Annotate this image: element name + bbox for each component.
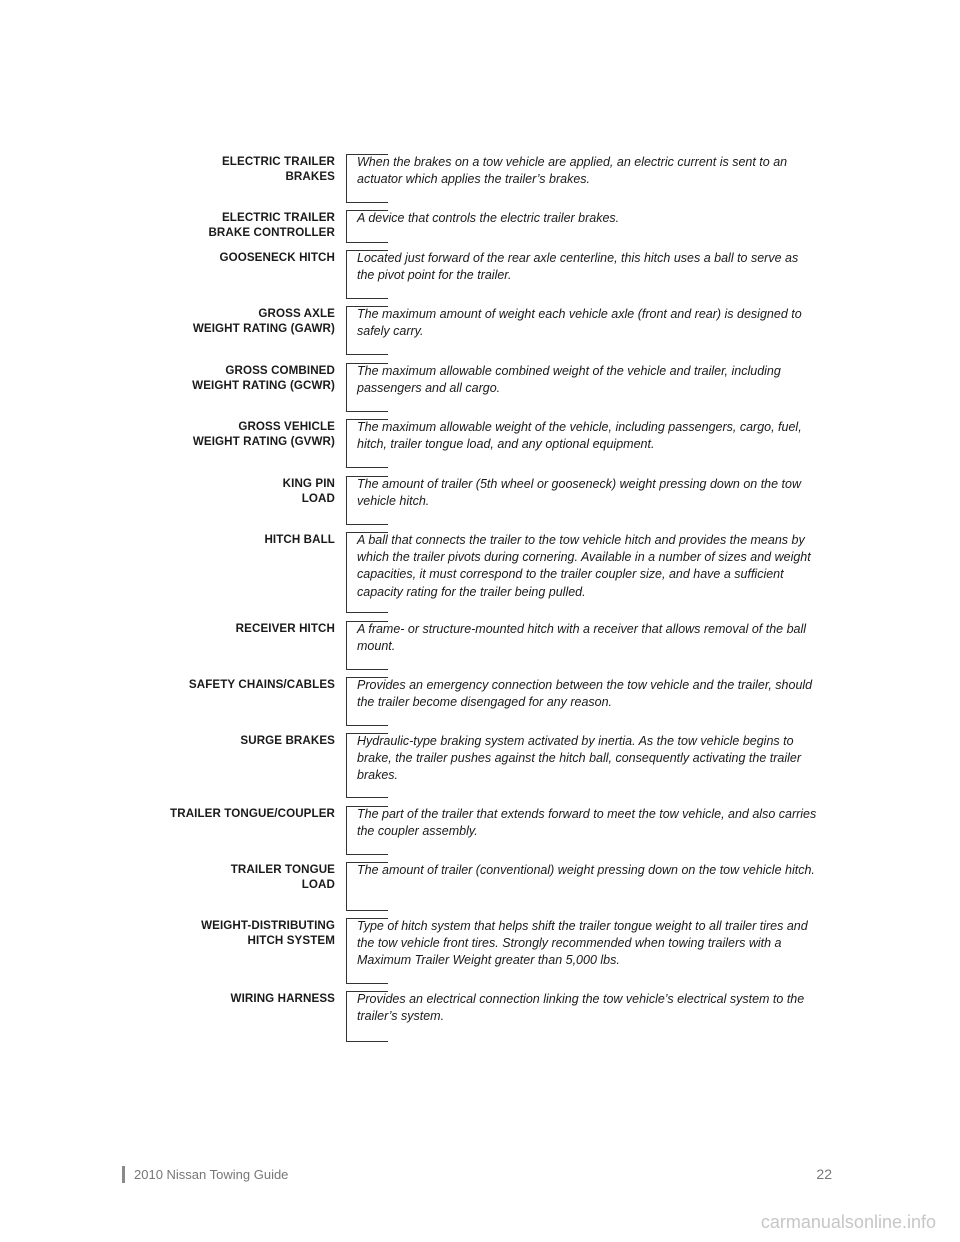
glossary-definition: The maximum allowable weight of the vehicle, including passengers, cargo, fuel, hitch, trailer tongue load, and any optional equipment. xyxy=(357,420,802,452)
glossary-definition: A device that controls the electric trailer brakes. xyxy=(357,211,620,225)
glossary-definition: Type of hitch system that helps shift the trailer tongue weight to all trailer tires and the tow vehicle front tires. Strongly recommended when towing trailers with a Maximum Trailer Weight greater than 5,000 lbs. xyxy=(357,919,808,968)
entry-bottom-rule xyxy=(346,797,388,798)
watermark: carmanualsonline.info xyxy=(760,1212,936,1232)
entry-bracket xyxy=(346,363,347,411)
glossary-definition: The amount of trailer (conventional) weight pressing down on the tow vehicle hitch. xyxy=(357,863,815,877)
glossary-definition: The part of the trailer that extends forward to meet the tow vehicle, and also carries the coupler assembly. xyxy=(357,807,817,839)
glossary-term: SAFETY CHAINS/CABLES xyxy=(188,678,335,691)
entry-bracket xyxy=(346,806,347,854)
entry-bottom-rule xyxy=(346,725,388,726)
entry-bracket xyxy=(346,677,347,725)
glossary-term: SURGE BRAKES xyxy=(240,734,335,747)
footer-accent-bar xyxy=(122,1166,125,1183)
glossary-term: WIRING HARNESS xyxy=(230,992,335,1005)
entry-bracket xyxy=(346,991,347,1041)
entry-bottom-rule xyxy=(346,467,388,468)
glossary-term: TRAILER TONGUE/COUPLER xyxy=(170,807,335,820)
entry-bracket xyxy=(346,419,347,467)
entry-bottom-rule xyxy=(346,669,388,670)
glossary-definition: The amount of trailer (5th wheel or gooseneck) weight pressing down on the tow vehicle hitch. xyxy=(357,477,801,509)
entry-bottom-rule xyxy=(346,411,388,412)
glossary-definition: The maximum allowable combined weight of the vehicle and trailer, including passengers and all cargo. xyxy=(357,364,781,396)
glossary-term: KING PIN LOAD xyxy=(282,477,335,505)
glossary-term: GROSS AXLE WEIGHT RATING (GAWR) xyxy=(192,307,335,335)
glossary-definition: Provides an emergency connection between the tow vehicle and the trailer, should the trailer become disengaged for any reason. xyxy=(357,678,813,710)
entry-bracket xyxy=(346,918,347,983)
entry-bracket xyxy=(346,532,347,612)
glossary-term: GROSS COMBINED WEIGHT RATING (GCWR) xyxy=(192,364,335,392)
glossary-definition: When the brakes on a tow vehicle are applied, an electric current is sent to an actuator which applies the trailer’s brakes. xyxy=(357,155,788,187)
entry-bracket xyxy=(346,306,347,354)
entry-bracket xyxy=(346,621,347,669)
glossary-definition: Provides an electrical connection linking the tow vehicle’s electrical system to the trailer’s system. xyxy=(357,992,805,1024)
entry-bottom-rule xyxy=(346,1041,388,1042)
glossary-definition: The maximum amount of weight each vehicle axle (front and rear) is designed to safely carry. xyxy=(357,307,802,339)
glossary-term: GROSS VEHICLE WEIGHT RATING (GVWR) xyxy=(192,420,335,448)
entry-bottom-rule xyxy=(346,854,388,855)
glossary-term: GOOSENECK HITCH xyxy=(219,251,335,264)
glossary-term: ELECTRIC TRAILER BRAKES xyxy=(221,155,335,183)
glossary-term: HITCH BALL xyxy=(264,533,335,546)
entry-bracket xyxy=(346,862,347,910)
glossary-definition: Located just forward of the rear axle centerline, this hitch uses a ball to serve as the pivot point for the trailer. xyxy=(357,251,799,283)
entry-bracket xyxy=(346,250,347,298)
entry-bottom-rule xyxy=(346,612,388,613)
entry-bracket xyxy=(346,154,347,202)
entry-bottom-rule xyxy=(346,298,388,299)
entry-bottom-rule xyxy=(346,354,388,355)
entry-bottom-rule xyxy=(346,983,388,984)
entry-bracket xyxy=(346,210,347,242)
page-number: 22 xyxy=(816,1166,832,1182)
glossary-definition: A ball that connects the trailer to the tow vehicle hitch and provides the means by which the trailer pivots during cornering. Available in a number of sizes and weight capacities, it must correspond to the trailer coupler size, and have a sufficient capacity rating for the trailer being pulled. xyxy=(357,533,811,599)
glossary-term: TRAILER TONGUE LOAD xyxy=(230,863,335,891)
glossary-definition: Hydraulic-type braking system activated by inertia. As the tow vehicle begins to brake, the trailer pushes against the hitch ball, consequently activating the trailer brakes. xyxy=(357,734,802,783)
glossary-definition: A frame- or structure-mounted hitch with a receiver that allows removal of the ball mount. xyxy=(357,622,807,654)
glossary-term: ELECTRIC TRAILER BRAKE CONTROLLER xyxy=(208,211,335,239)
entry-bottom-rule xyxy=(346,202,388,203)
entry-bracket xyxy=(346,476,347,524)
glossary-term: RECEIVER HITCH xyxy=(235,622,335,635)
entry-bottom-rule xyxy=(346,524,388,525)
entry-bottom-rule xyxy=(346,910,388,911)
footer-title: 2010 Nissan Towing Guide xyxy=(134,1167,289,1182)
entry-bracket xyxy=(346,733,347,797)
glossary-term: WEIGHT-DISTRIBUTING HITCH SYSTEM xyxy=(201,919,335,947)
entry-bottom-rule xyxy=(346,242,388,243)
